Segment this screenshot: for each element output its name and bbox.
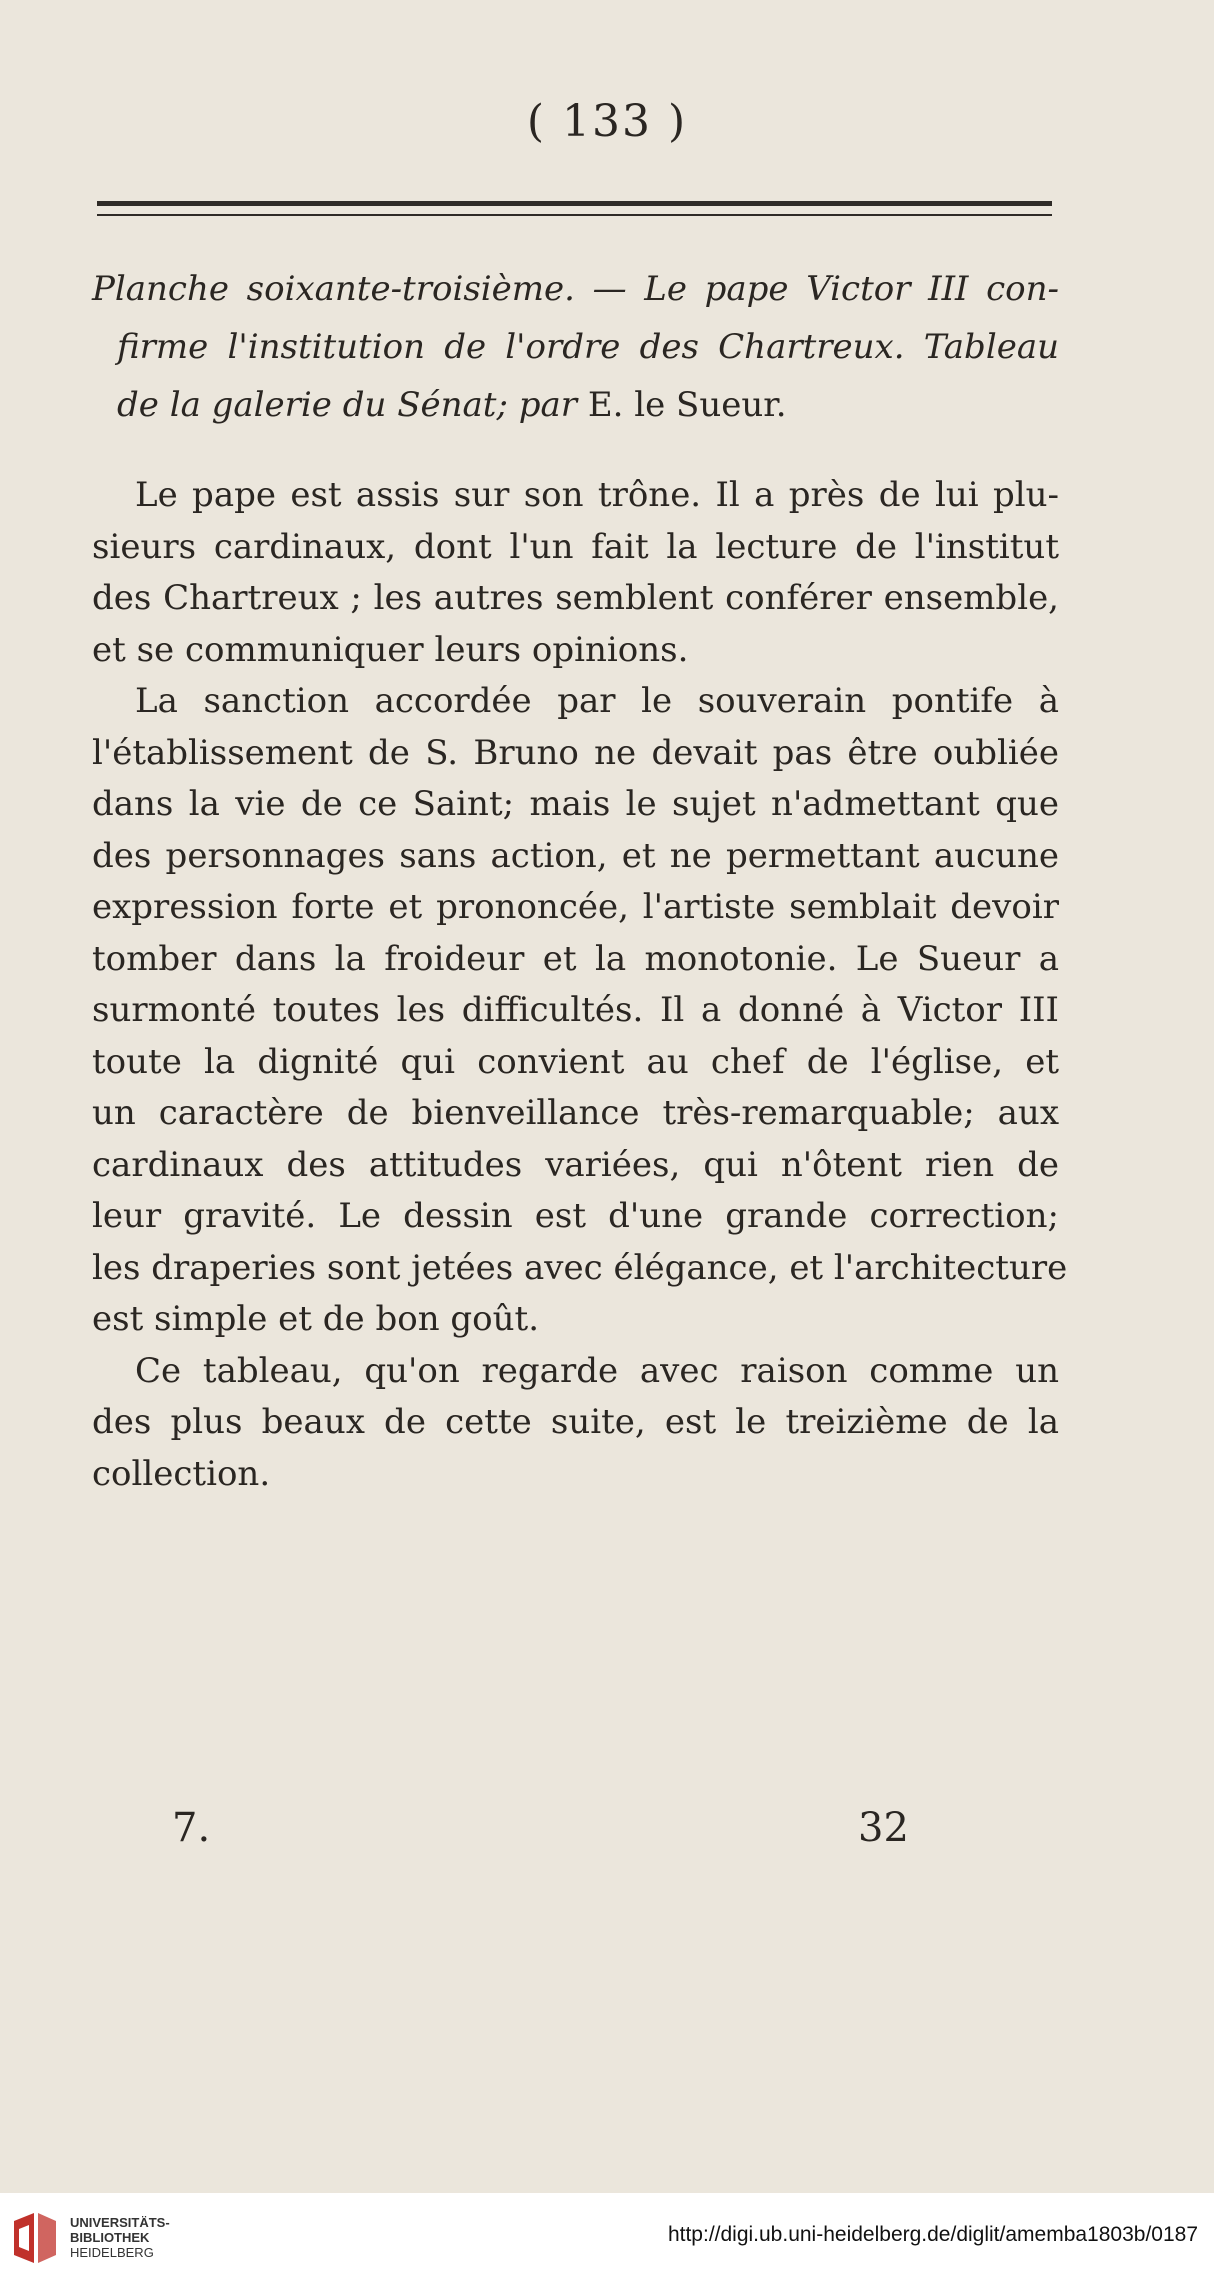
text-line: l'établissement de S. Bruno ne devait pas être oubliée [92, 732, 1059, 773]
text-line: expression forte et prononcée, l'artiste semblait devoir [92, 887, 1059, 927]
viewer-footer [0, 2193, 1214, 2283]
text-line: Ce tableau, qu'on regarde avec raison comme un [135, 1350, 1059, 1391]
text-line: tomber dans la froideur et la monotonie. Le Sueur a [92, 938, 1059, 979]
text-line: est simple et de bon goût. [92, 1299, 539, 1339]
institution-name [70, 2215, 170, 2260]
caption-roman: E. le Sueur. [587, 385, 787, 425]
text-line: Le pape est assis sur son trône. Il a près de lui plu- [135, 475, 1059, 515]
caption-italic: firme l'institution de l'ordre des Chartreux. Tableau [117, 327, 1059, 367]
text-line: leur gravité. Le dessin est d'une grande correction; [92, 1196, 1059, 1236]
signature-mark-right: 32 [858, 1805, 909, 1851]
signature-mark-left: 7. [172, 1805, 211, 1851]
caption-line [92, 260, 1059, 318]
institution-line: HEIDELBERG [70, 2245, 154, 2260]
plate-caption [92, 260, 1059, 434]
permalink-url[interactable]: http://digi.ub.uni-heidelberg.de/diglit/amemba1803b/0187 [667, 2223, 1198, 2246]
text-line: les draperies sont jetées avec élégance, et l'architecture [92, 1247, 1068, 1288]
institution-line: BIBLIOTHEK [70, 2230, 150, 2245]
text-line: surmonté toutes les difficultés. Il a donné à Victor III [92, 990, 1059, 1030]
text-line: toute la dignité qui convient au chef de l'église, et [92, 1041, 1059, 1082]
text-line: La sanction accordée par le souverain pontife à [135, 681, 1059, 721]
text-line: cardinaux des attitudes variées, qui n'ôtent rien de [92, 1144, 1059, 1185]
text-line: des Chartreux ; les autres semblent conférer ensemble, [92, 578, 1059, 618]
body-text [92, 470, 1068, 1500]
text-line: un caractère de bienveillance très-remarquable; aux [92, 1093, 1059, 1133]
text-line: sieurs cardinaux, dont l'un fait la lecture de l'institut [92, 526, 1059, 567]
page-number: ( 133 ) [526, 96, 688, 147]
header-rule-thick [97, 201, 1052, 206]
caption-line [92, 318, 1059, 376]
ub-heidelberg-logo-icon [10, 2211, 60, 2265]
header-rule-thin [97, 214, 1052, 216]
institution-line: UNIVERSITÄTS- [70, 2215, 170, 2230]
caption-italic: Planche soixante-troisième. — Le pape Victor III con- [92, 269, 1059, 309]
text-line: collection. [92, 1453, 271, 1494]
text-line: des plus beaux de cette suite, est le treizième de la [92, 1402, 1059, 1442]
text-line: des personnages sans action, et ne permettant aucune [92, 835, 1059, 876]
text-line: dans la vie de ce Saint; mais le sujet n'admettant que [92, 784, 1059, 824]
text-line: et se communiquer leurs opinions. [92, 629, 689, 670]
caption-line [92, 376, 1059, 434]
caption-italic: de la galerie du Sénat; par [117, 385, 588, 425]
